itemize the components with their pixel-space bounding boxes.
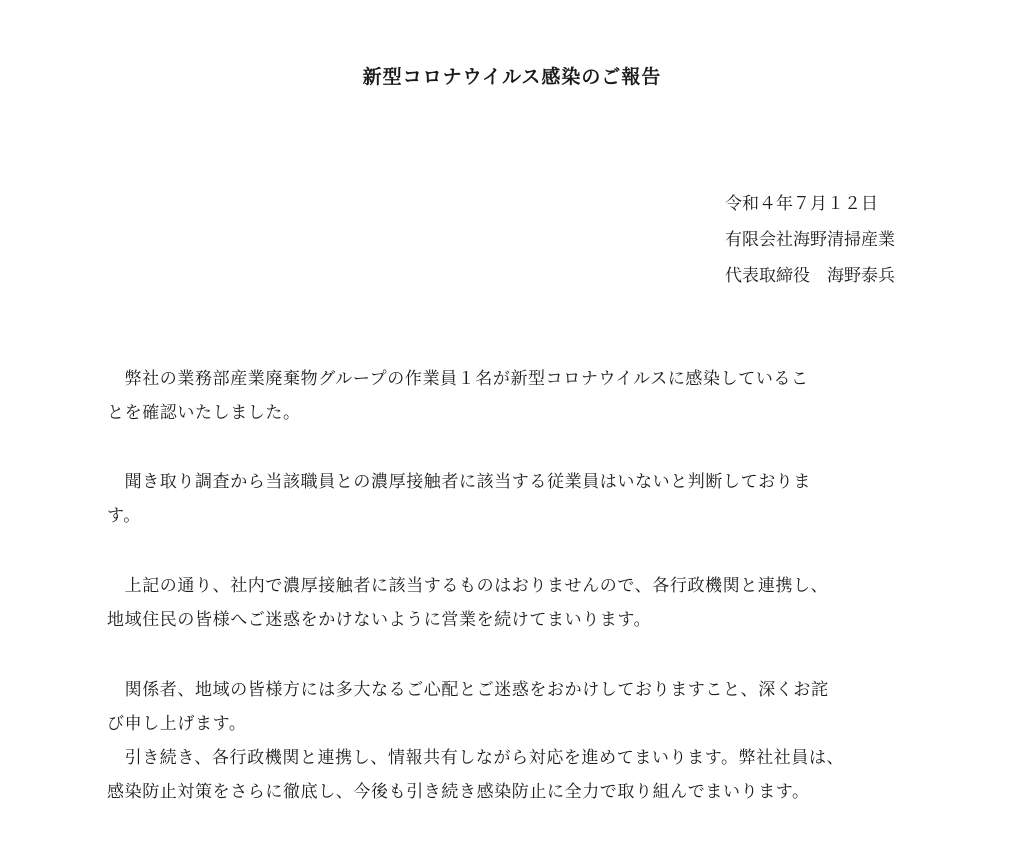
- paragraph-line: 上記の通り、社内で濃厚接触者に該当するものはおりませんので、各行政機関と連携し、: [107, 576, 829, 596]
- paragraph-contact-investigation: [107, 465, 927, 533]
- document-header: [725, 186, 1015, 294]
- paragraph-line: 関係者、地域の皆様方には多大なるご心配とご迷惑をおかけしておりますこと、深くお詫: [107, 680, 829, 700]
- paragraph-line: 地域住民の皆様へご迷惑をかけないように営業を続けてまいります。: [107, 610, 652, 630]
- paragraph-line: び申し上げます。: [107, 714, 247, 734]
- paragraph-line: 弊社の業務部産業廃棄物グループの作業員１名が新型コロナウイルスに感染しているこ: [107, 369, 809, 389]
- paragraph-apology: [107, 673, 927, 809]
- paragraph-line: 引き続き、各行政機関と連携し、情報共有しながら対応を進めてまいります。弊社社員は、: [107, 748, 845, 768]
- paragraph-line: す。: [107, 506, 141, 526]
- paragraph-line: とを確認いたしました。: [107, 403, 301, 423]
- document-title: 新型コロナウイルス感染のご報告: [362, 66, 662, 88]
- representative-name: 代表取締役 海野泰兵: [725, 266, 895, 286]
- paragraph-infection-report: [107, 362, 927, 430]
- paragraph-line: 聞き取り調査から当該職員との濃厚接触者に該当する従業員はいないと判断しておりま: [107, 472, 811, 492]
- company-name: 有限会社海野清掃産業: [725, 230, 895, 250]
- document-date: 令和４年７月１２日: [725, 194, 878, 214]
- paragraph-line: 感染防止対策をさらに徹底し、今後も引き続き感染防止に全力で取り組んでまいります。: [107, 782, 810, 802]
- paragraph-business-continuation: [107, 569, 927, 637]
